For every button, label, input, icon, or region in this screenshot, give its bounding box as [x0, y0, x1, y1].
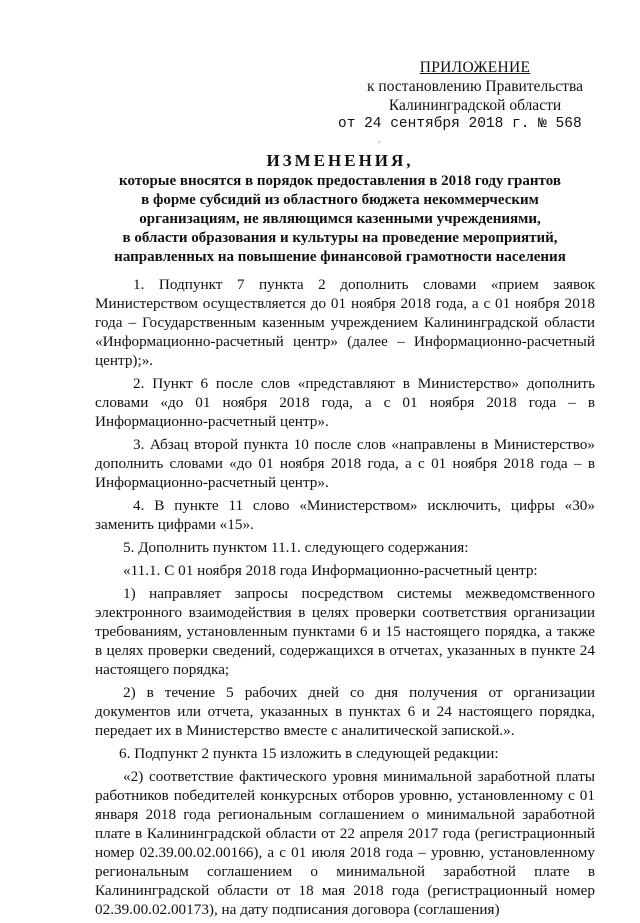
heading-line-1: которые вносятся в порядок предоставления в 2018 году грантов: [119, 173, 561, 189]
heading-title: ИЗМЕНЕНИЯ,: [266, 151, 414, 170]
appendix-line-region: Калининградской области: [388, 97, 562, 114]
heading-line-5: направленных на повышение финансовой грамотности населения: [114, 249, 566, 265]
heading-line-2: в форме субсидий из областного бюджета некоммерческим: [141, 192, 539, 208]
paragraph-2: 2. Пункт 6 после слов «представляют в Министерство» дополнить словами «до 01 ноября 2018 года, а с 01 ноября 2018 года – в Информационно-расчетный центр».: [95, 375, 595, 430]
paragraph-6-item-2: «2) соответствие фактического уровня минимальной заработной платы работников победителей конкурсных отборов уровню, установленному с 01 января 2018 года региональным соглашением о минимальной заработной плате в Калининградской области от 22 апреля 2017 года (регистрационный номер 02.39.00.02.00166), а с 01 июля 2018 года – уровню, установленному региональным соглашением о минимальной заработной плате в Калининградской области от 18 мая 2018 года (регистрационный номер 02.39.00.02.00173), на дату подписания договора (соглашения): [95, 768, 595, 918]
stray-mark: `: [378, 140, 381, 150]
paragraph-3: 3. Абзац второй пункта 10 после слов «направлены в Министерство» дополнить словами «до 01 ноября 2018 года, а с 01 ноября 2018 года – в Информационно-расчетный центр».: [95, 436, 595, 491]
paragraph-5: 5. Дополнить пунктом 11.1. следующего содержания:: [123, 539, 469, 556]
paragraph-5-item-2: 2) в течение 5 рабочих дней со дня получения от организации документов или отчета, указанных в пунктах 6 и 24 настоящего порядка, передает их в Министерство вместе с аналитической запиской.».: [95, 684, 595, 739]
heading-line-3: организациям, не являющимся казенными учреждениями,: [139, 211, 541, 227]
paragraph-5-item-1: 1) направляет запросы посредством системы межведомственного электронного взаимодействия в целях проверки соответствия организации требованиям, установленным пунктами 6 и 15 настоящего порядка, а также в целях проверки сведений, содержащихся в отчетах, указанных в пункте 24 настоящего порядка;: [95, 585, 595, 678]
paragraph-4: 4. В пункте 11 слово «Министерством» исключить, цифры «30» заменить цифрами «15».: [95, 497, 595, 533]
appendix-line-date: от 24 сентября 2018 г. № 568: [338, 116, 582, 132]
paragraph-5-quote: «11.1. С 01 ноября 2018 года Информационно-расчетный центр:: [123, 562, 538, 579]
appendix-line-resolution: к постановлению Правительства: [367, 78, 583, 95]
appendix-block: [330, 58, 620, 134]
appendix-title: ПРИЛОЖЕНИЕ: [419, 59, 531, 76]
heading-line-4: в области образования и культуры на проведение мероприятий,: [122, 230, 558, 246]
paragraph-1: 1. Подпункт 7 пункта 2 дополнить словами «прием заявок Министерством осуществляется до 01 ноября 2018 года, а с 01 ноября 2018 года – Государственным казенным учреждением Калининградской области «Информационно-расчетный центр» (далее – Информационно-расчетный центр);».: [95, 276, 595, 369]
paragraph-6: 6. Подпункт 2 пункта 15 изложить в следующей редакции:: [119, 745, 499, 762]
document-heading: [70, 150, 610, 267]
document-body: [95, 275, 595, 923]
